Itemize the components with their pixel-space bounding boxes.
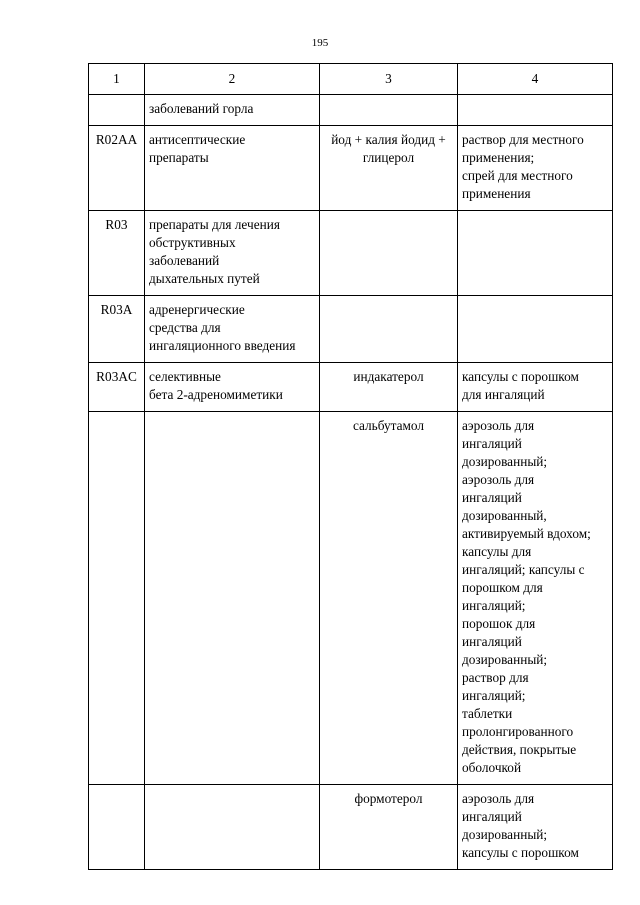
column-header-3: 3 [320, 64, 458, 95]
cell-text-line: селективные [149, 369, 221, 384]
cell-text-line: для ингаляций [462, 387, 545, 402]
cell-text-line: действия, покрытые [462, 742, 577, 757]
cell-text-line: заболеваний горла [149, 101, 254, 116]
cell-text-line: формотерол [354, 791, 423, 806]
cell-text-line: ингаляционного введения [149, 338, 296, 353]
dosage-forms-cell [458, 95, 613, 126]
drug-name-cell [320, 296, 458, 363]
drug-list-table [88, 63, 613, 870]
atc-code-cell [89, 95, 145, 126]
cell-text-line: R02AA [95, 132, 138, 147]
column-header-2: 2 [145, 64, 320, 95]
drug-name-cell [320, 95, 458, 126]
cell-text-line: дозированный; [462, 652, 548, 667]
cell-text-line: капсулы с порошком [462, 845, 579, 860]
column-header-1: 1 [89, 64, 145, 95]
cell-text-line: глицерол [362, 150, 415, 165]
atc-code-cell [89, 412, 145, 785]
dosage-forms-cell [458, 211, 613, 296]
cell-text-line: ингаляций; капсулы с [462, 562, 585, 577]
drug-name-cell [320, 785, 458, 870]
cell-text-line: порошком для [462, 580, 543, 595]
cell-text-line: ингаляций [462, 490, 522, 505]
dosage-forms-cell [458, 126, 613, 211]
table-row [89, 126, 613, 211]
cell-text-line: йод + калия йодид + [331, 132, 446, 147]
cell-text-line: адренергические [149, 302, 245, 317]
anatomical-group-cell [145, 296, 320, 363]
dosage-forms-cell [458, 412, 613, 785]
atc-code-cell [89, 126, 145, 211]
drug-name-cell [320, 211, 458, 296]
cell-text-line: ингаляций [462, 436, 522, 451]
cell-text-line: раствор для [462, 670, 529, 685]
drug-name-cell [320, 363, 458, 412]
cell-text-line: ингаляций; [462, 688, 526, 703]
table-row [89, 363, 613, 412]
cell-text-line: R03AC [96, 369, 137, 384]
cell-text-line: обструктивных [149, 235, 236, 250]
cell-text-line: аэрозоль для [462, 418, 535, 433]
table-row [89, 412, 613, 785]
column-header-4: 4 [458, 64, 613, 95]
anatomical-group-cell [145, 412, 320, 785]
cell-text-line: бета 2-адреномиметики [149, 387, 283, 402]
cell-text-line: дозированный; [462, 454, 548, 469]
dosage-forms-cell [458, 296, 613, 363]
cell-text-line: ингаляций; [462, 598, 526, 613]
cell-text-line: таблетки [462, 706, 513, 721]
atc-code-cell [89, 296, 145, 363]
cell-text-line: дозированный; [462, 827, 548, 842]
dosage-forms-cell [458, 785, 613, 870]
cell-text-line: капсулы для [462, 544, 532, 559]
drug-name-cell [320, 126, 458, 211]
atc-code-cell [89, 785, 145, 870]
atc-code-cell [89, 363, 145, 412]
cell-text-line: активируемый вдохом; [462, 526, 591, 541]
cell-text-line: ингаляций [462, 634, 522, 649]
cell-text-line: аэрозоль для [462, 791, 535, 806]
anatomical-group-cell [145, 211, 320, 296]
anatomical-group-cell [145, 126, 320, 211]
cell-text-line: заболеваний [149, 253, 220, 268]
drug-name-cell [320, 412, 458, 785]
cell-text-line: применения; [462, 150, 535, 165]
cell-text-line: капсулы с порошком [462, 369, 579, 384]
cell-text-line: пролонгированного [462, 724, 574, 739]
cell-text-line: сальбутамол [352, 418, 425, 433]
dosage-forms-cell [458, 363, 613, 412]
cell-text-line: применения [462, 186, 531, 201]
cell-text-line: средства для [149, 320, 221, 335]
cell-text-line: ингаляций [462, 809, 522, 824]
table-body [89, 95, 613, 870]
cell-text-line: спрей для местного [462, 168, 573, 183]
anatomical-group-cell [145, 363, 320, 412]
anatomical-group-cell [145, 95, 320, 126]
table-header-row [89, 64, 613, 95]
cell-text-line: R03 [105, 217, 128, 232]
cell-text-line: R03A [100, 302, 133, 317]
cell-text-line: дозированный, [462, 508, 547, 523]
table-row [89, 211, 613, 296]
cell-text-line: раствор для местного [462, 132, 584, 147]
cell-text-line: препараты для лечения [149, 217, 280, 232]
table-row [89, 296, 613, 363]
table-row [89, 785, 613, 870]
cell-text-line: дыхательных путей [149, 271, 260, 286]
atc-code-cell [89, 211, 145, 296]
cell-text-line: оболочкой [462, 760, 522, 775]
table-row [89, 95, 613, 126]
page-number: 195 [311, 37, 329, 49]
cell-text-line: антисептические [149, 132, 246, 147]
cell-text-line: порошок для [462, 616, 536, 631]
anatomical-group-cell [145, 785, 320, 870]
cell-text-line: индакатерол [353, 369, 424, 384]
cell-text-line: аэрозоль для [462, 472, 535, 487]
cell-text-line: препараты [149, 150, 209, 165]
